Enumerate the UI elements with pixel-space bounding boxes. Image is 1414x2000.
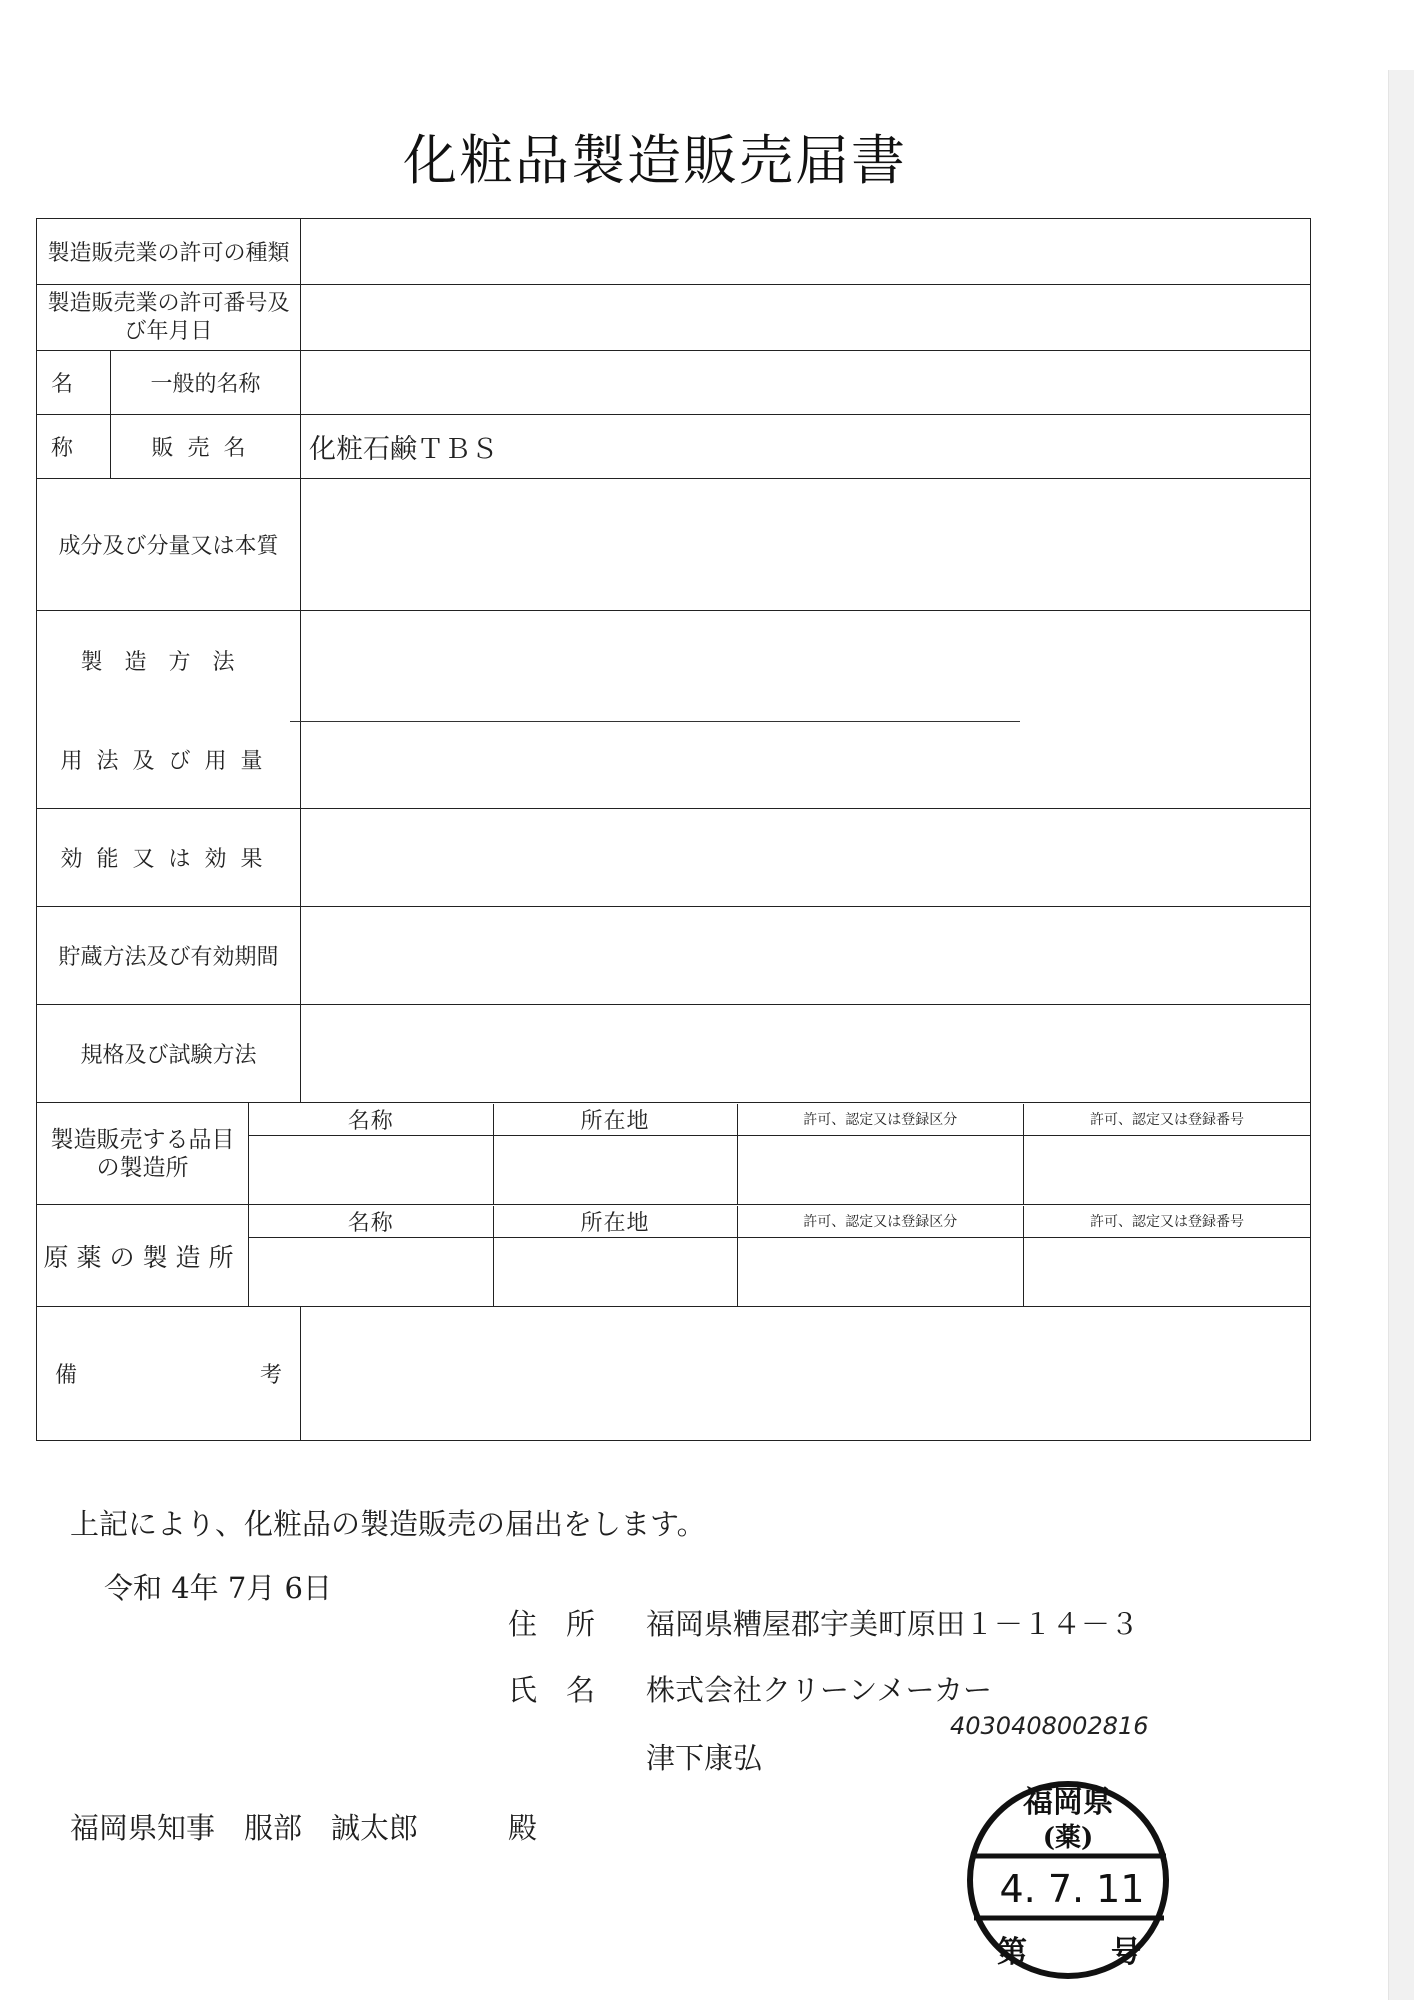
address-value: 福岡県糟屋郡宇美町原田１－１４－３ <box>646 1607 1140 1641</box>
scrollbar[interactable] <box>1388 70 1414 2000</box>
label-manufacturing-method: 製造方法 <box>37 611 301 711</box>
value-license-number <box>301 285 1311 351</box>
label-efficacy: 効能又は効果 <box>37 809 301 907</box>
col-site-location: 所在地 <box>493 1104 737 1136</box>
cell-site-license-number <box>1024 1135 1311 1204</box>
label-remarks-a: 備 <box>55 1363 78 1388</box>
col-site-license-number: 許可、認定又は登録番号 <box>1024 1104 1311 1136</box>
stamp-bottom-left: 第 <box>997 1935 1027 1970</box>
notification-form <box>36 218 1311 1441</box>
value-ingredients <box>301 479 1311 611</box>
stamp-handwritten-number: 4030408002816 <box>950 1712 1149 1740</box>
col-raw-license-category: 許可、認定又は登録区分 <box>737 1206 1023 1238</box>
value-remarks <box>301 1307 1311 1441</box>
col-site-license-category: 許可、認定又は登録区分 <box>737 1104 1023 1136</box>
document-title: 化粧品製造販売届書 <box>403 129 907 192</box>
label-remarks-b: 考 <box>259 1363 282 1388</box>
label-usage-dosage: 用法及び用量 <box>37 711 301 809</box>
address-label: 住 所 <box>508 1607 596 1641</box>
value-specifications <box>301 1005 1311 1103</box>
cell-raw-name <box>249 1237 493 1306</box>
stamp-bottom-right: 号 <box>1111 1935 1141 1970</box>
label-license-number-text: 製造販売業の許可番号及び年月日 <box>47 290 290 344</box>
stamp-prefecture: 福岡県 <box>1023 1785 1113 1820</box>
product-site-table <box>249 1104 1310 1204</box>
representative-name: 津下康弘 <box>646 1741 763 1775</box>
value-efficacy <box>301 809 1311 907</box>
cell-site-location <box>493 1135 737 1204</box>
label-product-site: 製造販売する品目の製造所 <box>37 1103 249 1205</box>
addressee: 福岡県知事 服部 誠太郎 <box>70 1811 419 1845</box>
submission-date: 令和 4年 7月 6日 <box>104 1571 333 1605</box>
product-site-grid <box>249 1103 1311 1205</box>
value-sales-name: 化粧石鹸ＴＢＳ <box>301 415 1311 479</box>
label-generic-name: 一般的名称 <box>111 351 301 415</box>
label-raw-material-site: 原薬の製造所 <box>37 1205 249 1307</box>
value-storage <box>301 907 1311 1005</box>
label-specifications: 規格及び試験方法 <box>37 1005 301 1103</box>
value-manufacturing-usage <box>301 611 1311 809</box>
label-ingredients: 成分及び分量又は本質 <box>37 479 301 611</box>
label-license-type: 製造販売業の許可の種類 <box>37 219 301 285</box>
company-name: 株式会社クリーンメーカー <box>646 1673 992 1707</box>
label-storage: 貯蔵方法及び有効期間 <box>37 907 301 1005</box>
cell-raw-license-number <box>1024 1237 1311 1306</box>
cell-raw-location <box>493 1237 737 1306</box>
raw-material-site-grid <box>249 1205 1311 1307</box>
declaration-text: 上記により、化粧品の製造販売の届出をします。 <box>70 1507 706 1541</box>
col-raw-name: 名称 <box>249 1206 493 1238</box>
manufacturing-divider-line <box>290 721 1020 722</box>
cell-site-license-category <box>737 1135 1023 1204</box>
value-generic-name <box>301 351 1311 415</box>
label-sales-name: 販売名 <box>111 415 301 479</box>
name-label: 氏 名 <box>508 1673 596 1707</box>
honorific: 殿 <box>508 1811 538 1845</box>
label-name-group-b: 称 <box>37 415 111 479</box>
raw-material-site-table <box>249 1206 1310 1306</box>
stamp-date: 4. 7. 11 <box>999 1867 1145 1911</box>
label-name-group-a: 名 <box>37 351 111 415</box>
receipt-stamp <box>950 1740 1190 1990</box>
stamp-division: (薬) <box>1042 1823 1094 1853</box>
col-raw-license-number: 許可、認定又は登録番号 <box>1024 1206 1311 1238</box>
col-site-name: 名称 <box>249 1104 493 1136</box>
label-remarks <box>37 1307 301 1441</box>
label-license-number <box>37 285 301 351</box>
value-license-type <box>301 219 1311 285</box>
cell-site-name <box>249 1135 493 1204</box>
col-raw-location: 所在地 <box>493 1206 737 1238</box>
cell-raw-license-category <box>737 1237 1023 1306</box>
